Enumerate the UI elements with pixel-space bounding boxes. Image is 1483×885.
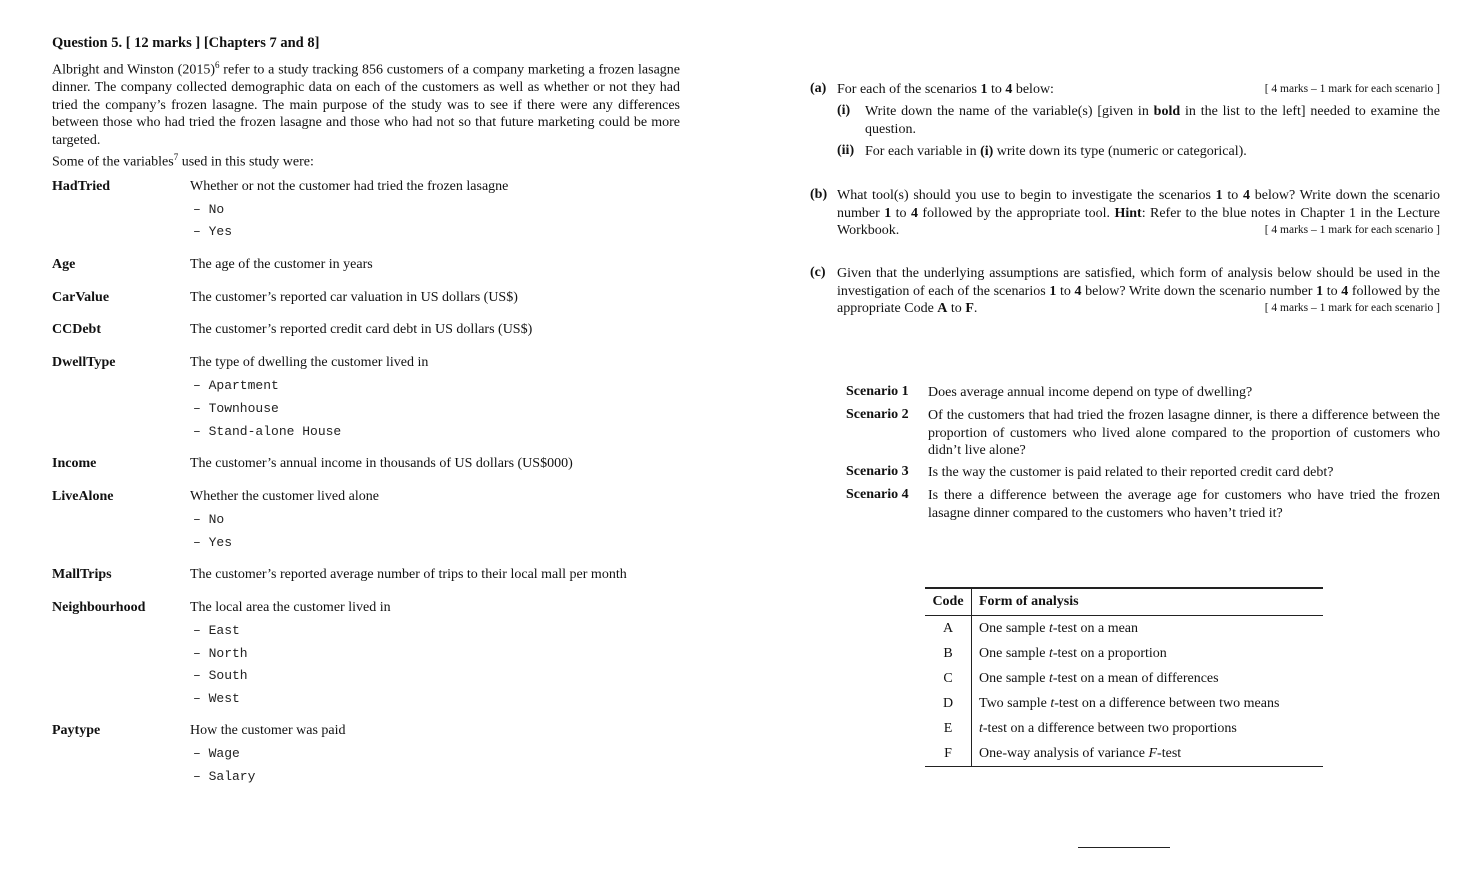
variable-description: The type of dwelling the customer lived in	[190, 355, 429, 370]
variable-option: – West	[193, 691, 240, 706]
footnote-7-marker: 7	[173, 152, 179, 162]
scenario-item	[846, 384, 1440, 404]
variable-description: The local area the customer lived in	[190, 600, 391, 615]
part-b	[810, 187, 1440, 247]
code-column-header: Code	[925, 588, 972, 616]
variable-option: – Wage	[193, 746, 240, 761]
variable-description: The customer’s reported credit card debt in US dollars (US$)	[190, 322, 533, 337]
table-row	[925, 641, 1323, 666]
code-cell: C	[925, 666, 972, 691]
code-cell: D	[925, 691, 972, 716]
question-header: Question 5. [ 12 marks ] [Chapters 7 and 8]	[52, 35, 320, 51]
variable-name: CarValue	[52, 290, 110, 305]
analysis-cell: One sample t-test on a mean of differences	[979, 670, 1219, 686]
part-c-label: (c)	[810, 265, 826, 280]
variable-option: – East	[193, 623, 240, 638]
table-row	[925, 691, 1323, 716]
variable-description: Whether or not the customer had tried the frozen lasagne	[190, 179, 509, 194]
variable-option: – No	[193, 512, 225, 527]
analysis-cell: One-way analysis of variance F-test	[972, 741, 1324, 767]
analysis-cell: One sample t-test on a proportion	[979, 645, 1167, 661]
analysis-code-table	[925, 587, 1323, 767]
table-row	[925, 741, 1323, 767]
part-a-sub-i-label: (i)	[837, 103, 851, 118]
part-a-sub-i-text: Write down the name of the variable(s) [given in bold in the list to the left] needed to examine the question.	[865, 104, 1440, 137]
part-a-sub-ii-text: For each variable in (i) write down its type (numeric or categorical).	[865, 144, 1247, 159]
scenario-label: Scenario 3	[846, 464, 909, 479]
scenario-text: Does average annual income depend on type of dwelling?	[928, 385, 1253, 400]
table-header-row	[925, 588, 1323, 616]
part-a-label: (a)	[810, 81, 827, 96]
scenario-item	[846, 487, 1440, 527]
variable-option: – Stand-alone House	[193, 424, 342, 439]
variables-intro: Some of the variables$^7$ used in this study were:	[52, 152, 314, 170]
analysis-cell: t-test on a difference between two proportions	[979, 720, 1237, 736]
variable-option: – Townhouse	[193, 401, 279, 416]
variable-name: HadTried	[52, 179, 111, 194]
footnote-separator	[1078, 847, 1170, 848]
variable-option: – South	[193, 668, 248, 683]
part-a-sub-ii-label: (ii)	[837, 143, 855, 158]
variable-name: LiveAlone	[52, 489, 114, 504]
part-a-text: For each of the scenarios 1 to 4 below:	[837, 82, 1054, 97]
variable-option: – North	[193, 646, 248, 661]
variable-name: Income	[52, 456, 97, 471]
variable-name: DwellType	[52, 355, 116, 370]
part-c-text: Given that the underlying assumptions are satisfied, which form of analysis below should be used in the investigation of each of the scenarios 1 to 4 below? Write down the scenario number 1 to 4 followed by the appropriate Code A to F.	[837, 266, 1441, 316]
scenario-text: Is the way the customer is paid related to their reported credit card debt?	[928, 465, 1334, 480]
variable-description: The customer’s reported average number of trips to their local mall per month	[190, 567, 627, 582]
table-row	[925, 616, 1323, 642]
code-cell: A	[925, 616, 972, 642]
part-b-label: (b)	[810, 187, 828, 202]
part-c-marks: [ 4 marks – 1 mark for each scenario ]	[1264, 302, 1440, 314]
variable-option: – Salary	[193, 769, 256, 784]
code-cell: F	[925, 741, 972, 767]
form-column-header: Form of analysis	[972, 588, 1324, 616]
table-row	[925, 666, 1323, 691]
code-cell: B	[925, 641, 972, 666]
variable-option: – Yes	[193, 224, 233, 239]
part-a-marks: [ 4 marks – 1 mark for each scenario ]	[1264, 83, 1440, 95]
table-row	[925, 716, 1323, 741]
variable-name: Neighbourhood	[52, 600, 146, 615]
variable-option: – No	[193, 202, 225, 217]
scenario-item	[846, 407, 1440, 462]
variable-description: The customer’s reported car valuation in US dollars (US$)	[190, 290, 518, 305]
variable-description: The age of the customer in years	[190, 257, 373, 272]
variable-name: Paytype	[52, 723, 101, 738]
footnote-6-marker: 6	[215, 60, 220, 70]
scenario-text: Is there a difference between the average age for customers who have tried the frozen lasagne dinner compared to the customers who haven’t tried it?	[928, 488, 1440, 521]
code-cell: E	[925, 716, 972, 741]
scenario-label: Scenario 1	[846, 384, 909, 399]
variable-option: – Yes	[193, 535, 233, 550]
part-c	[810, 265, 1440, 325]
variable-description: The customer’s annual income in thousands of US dollars (US$000)	[190, 456, 573, 471]
part-b-text: What tool(s) should you use to begin to investigate the scenarios 1 to 4 below? Write down the scenario number 1 to 4 followed by the appropriate tool. Hint: Refer to the blue notes in Chapter 1 in the Lecture Workbook.	[837, 188, 1441, 238]
scenario-label: Scenario 2	[846, 407, 909, 422]
analysis-cell: Two sample t-test on a difference between two means	[979, 695, 1280, 711]
variable-name: CCDebt	[52, 322, 101, 337]
part-b-marks: [ 4 marks – 1 mark for each scenario ]	[1264, 224, 1440, 236]
scenario-label: Scenario 4	[846, 487, 909, 502]
variable-option: – Apartment	[193, 378, 279, 393]
question-intro: Albright and Winston $(2015)^6$ refer to a study tracking 856 customers of a company marketing a frozen lasagne dinner. The company collected demographic data on each of the customers as well as whether or not they had tried the company’s frozen lasagne. The main purpose of the study was to see if there were any differences between those who had tried the frozen lasagne and those who had not so that future marketing could be more targeted.	[52, 60, 681, 148]
variable-description: Whether the customer lived alone	[190, 489, 379, 504]
scenario-text: Of the customers that had tried the frozen lasagne dinner, is there a difference between the proportion of customers who lived alone compared to the proportion of customers who didn’t live alone?	[928, 408, 1440, 458]
variable-name: Age	[52, 257, 76, 272]
part-a	[810, 81, 1440, 171]
variable-description: How the customer was paid	[190, 723, 346, 738]
scenario-item	[846, 464, 1440, 484]
analysis-cell: One sample t-test on a mean	[979, 620, 1139, 636]
variable-name: MallTrips	[52, 567, 112, 582]
